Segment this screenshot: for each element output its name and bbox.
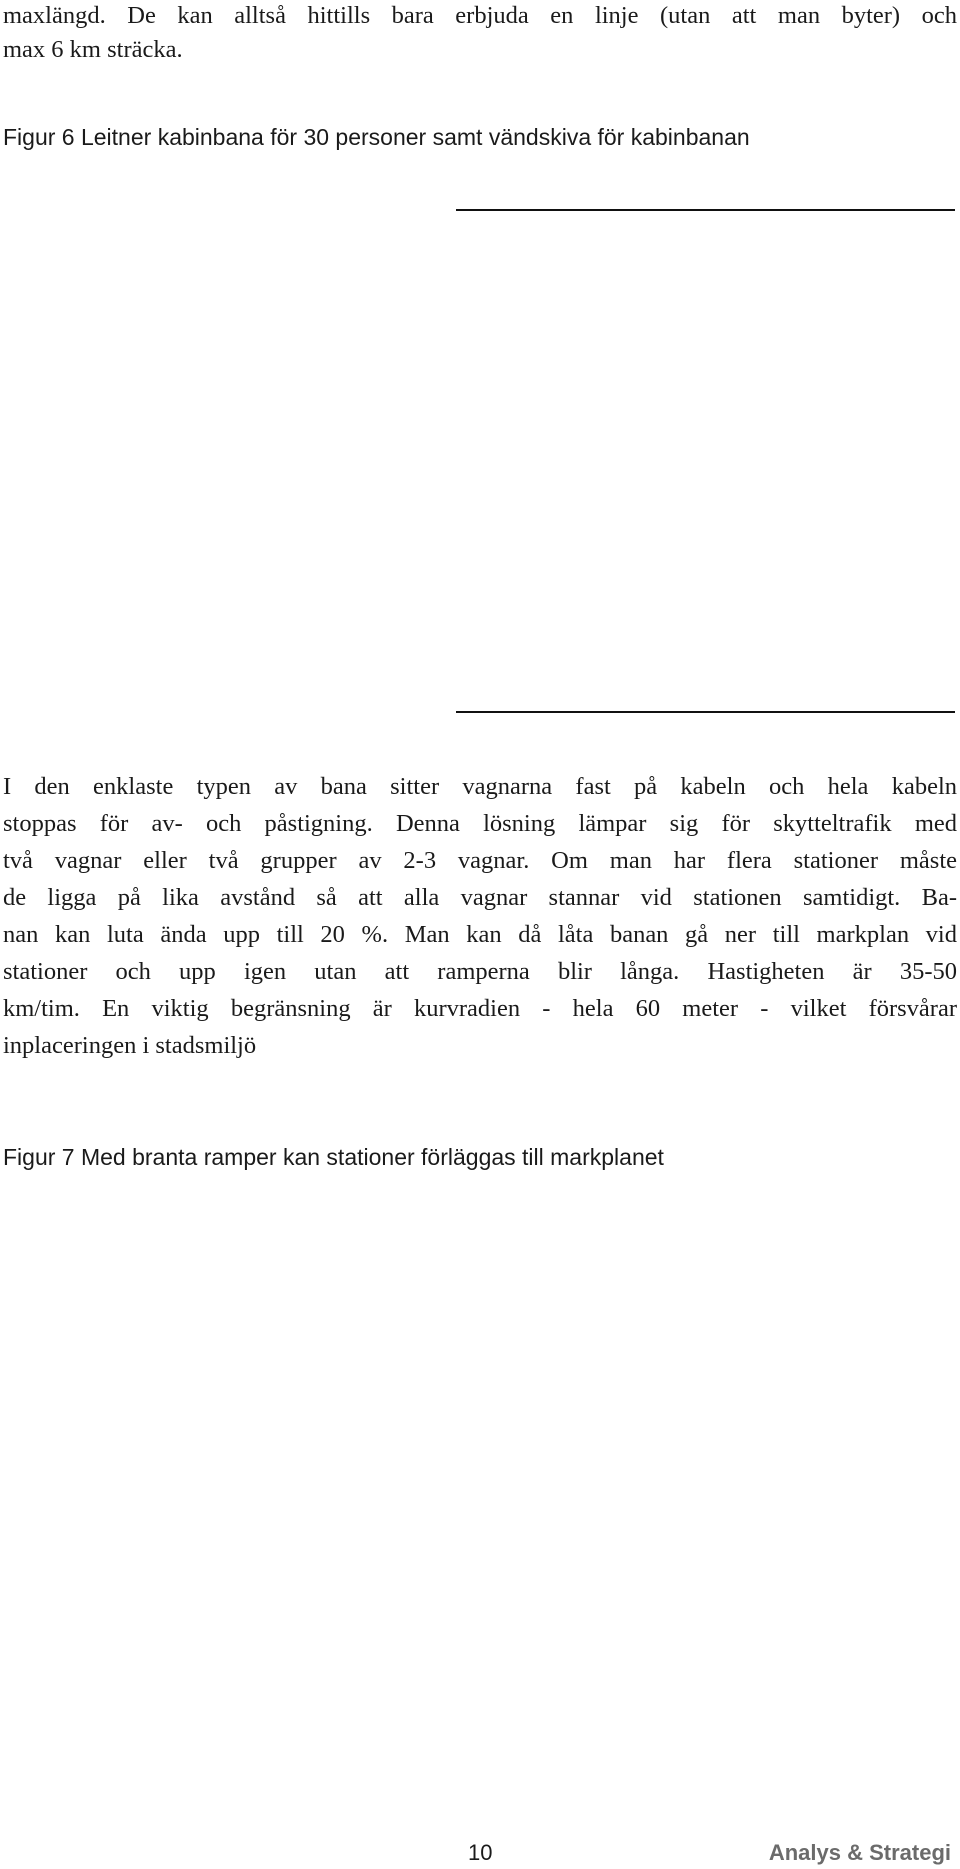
paragraph-line: två vagnar eller två grupper av 2-3 vagnar. Om man har flera stationer måste <box>3 847 957 874</box>
figure-6-caption: Figur 6 Leitner kabinbana för 30 personer samt vändskiva för kabinbanan <box>3 124 750 150</box>
paragraph-line: stoppas för av- och påstigning. Denna lösning lämpar sig för skytteltrafik med <box>3 810 957 837</box>
figure-6-top-rule <box>456 209 955 211</box>
figure-7-caption: Figur 7 Med branta ramper kan stationer förläggas till markplanet <box>3 1144 664 1170</box>
paragraph-line: stationer och upp igen utan att ramperna blir långa. Hastigheten är 35-50 <box>3 958 957 985</box>
figure-6-bottom-rule <box>456 711 955 713</box>
intro-line-1: maxlängd. De kan alltså hittills bara erbjuda en linje (utan att man byter) och <box>3 2 957 29</box>
paragraph-line: I den enklaste typen av bana sitter vagnarna fast på kabeln och hela kabeln <box>3 773 957 800</box>
paragraph-line: de ligga på lika avstånd så att alla vagnar stannar vid stationen samtidigt. Ba- <box>3 884 957 911</box>
footer-company-name: Analys & Strategi <box>768 1840 951 1865</box>
paragraph-line: nan kan luta ända upp till 20 %. Man kan då låta banan gå ner till markplan vid <box>3 921 957 948</box>
paragraph-line: inplaceringen i stadsmiljö <box>3 1032 257 1059</box>
page-number: 10 <box>468 1840 493 1865</box>
paragraph-line: km/tim. En viktig begränsning är kurvradien - hela 60 meter - vilket försvårar <box>3 995 957 1022</box>
intro-line-2: max 6 km sträcka. <box>3 36 183 63</box>
